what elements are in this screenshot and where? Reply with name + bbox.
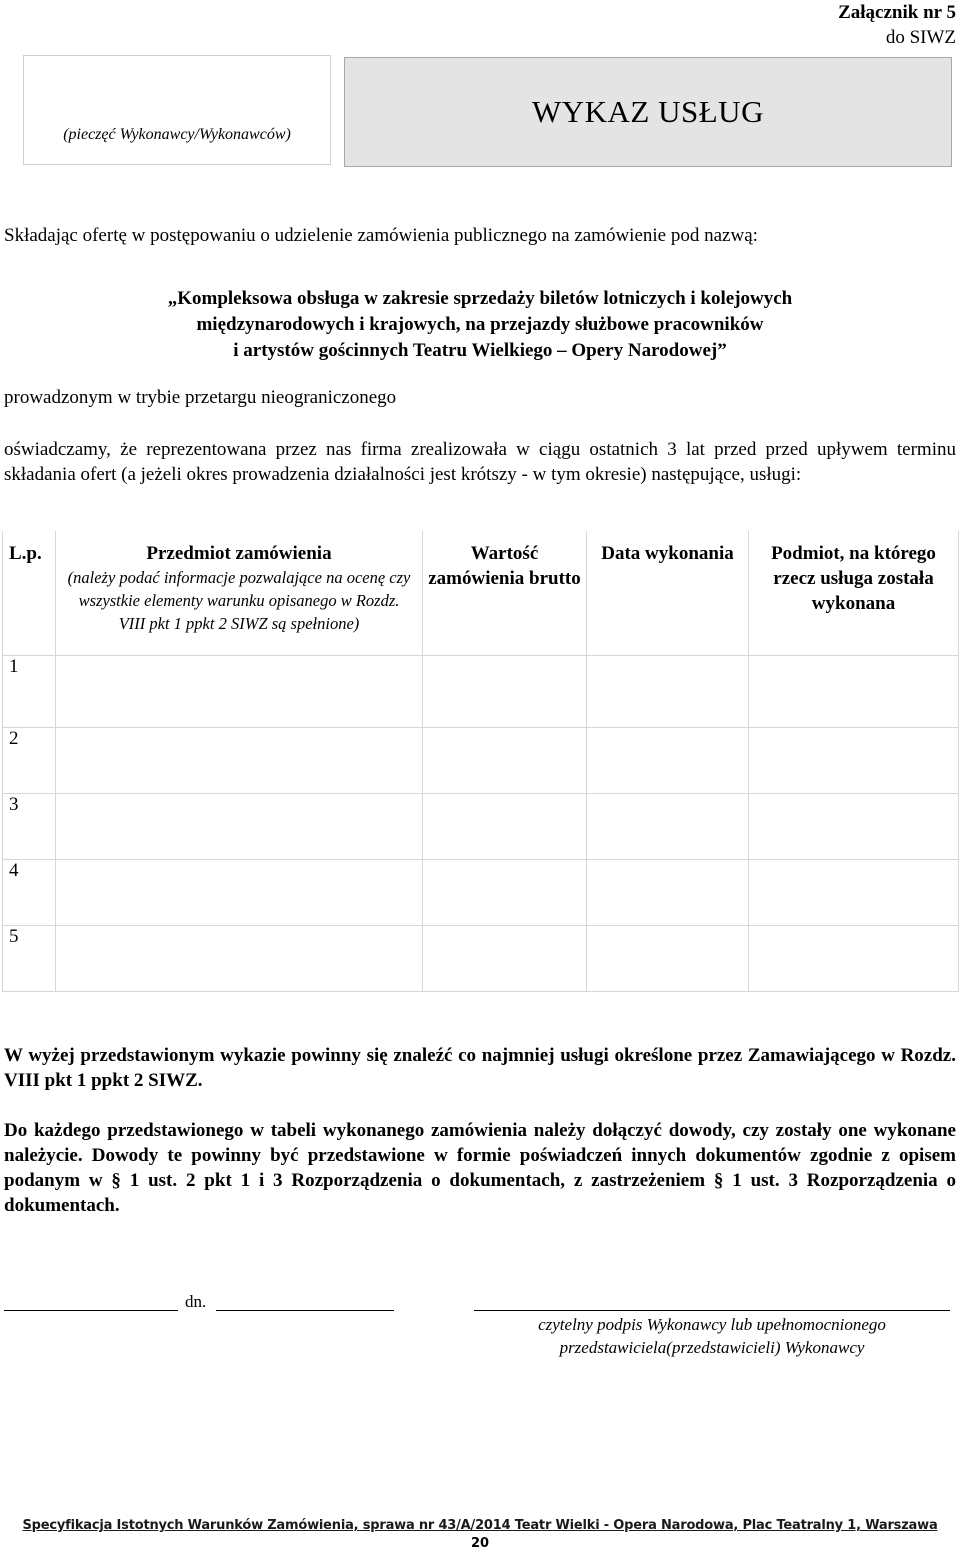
- cell-date[interactable]: [587, 925, 749, 991]
- date-label: dn.: [185, 1292, 207, 1311]
- procurement-subject: [0, 286, 960, 364]
- cell-client[interactable]: [749, 859, 959, 925]
- header-subject-hint: (należy podać informacje pozwalające na ocenę czy wszystkie elementy warunku opisanego w Rozdz. VIII pkt 1 ppkt 2 SIWZ są spełnione): [67, 568, 411, 633]
- cell-date[interactable]: [587, 655, 749, 727]
- services-table: [2, 531, 959, 992]
- header-subject-label: Przedmiot zamówienia: [146, 543, 332, 564]
- document-title: WYKAZ USŁUG: [532, 94, 764, 129]
- signature-caption-line-2: przedstawiciela(przedstawicieli) Wykonawcy: [559, 1338, 865, 1357]
- row-number: 2: [3, 727, 56, 793]
- subject-line-1: „Kompleksowa obsługa w zakresie sprzedaży biletów lotniczych i kolejowych: [167, 288, 793, 309]
- cell-date[interactable]: [587, 793, 749, 859]
- row-number: 3: [3, 793, 56, 859]
- signature-caption: [474, 1313, 950, 1359]
- cell-subject[interactable]: [56, 859, 423, 925]
- requirement-note: W wyżej przedstawionym wykazie powinny się znaleźć co najmniej usługi określone przez Zamawiającego w Rozdz. VIII pkt 1 ppkt 2 SIWZ.: [4, 1045, 956, 1091]
- procedure-mode: prowadzonym w trybie przetargu nieograniczonego: [4, 387, 397, 408]
- signature-blank-line[interactable]: [474, 1310, 950, 1311]
- contractor-stamp-box: [23, 55, 331, 165]
- header-client: Podmiot, na którego rzecz usługa została wykonana: [749, 531, 959, 655]
- cell-subject[interactable]: [56, 655, 423, 727]
- row-number: 5: [3, 925, 56, 991]
- document-title-box: [344, 57, 952, 167]
- table-row: [3, 793, 959, 859]
- table-row: [3, 655, 959, 727]
- subject-line-2: międzynarodowych i krajowych, na przejazdy służbowe pracowników: [196, 314, 764, 335]
- row-number: 4: [3, 859, 56, 925]
- header-lp: L.p.: [3, 531, 56, 655]
- cell-value[interactable]: [423, 859, 587, 925]
- cell-client[interactable]: [749, 793, 959, 859]
- signature-caption-line-1: czytelny podpis Wykonawcy lub upełnomocnionego: [538, 1315, 886, 1334]
- table-row: [3, 925, 959, 991]
- evidence-note: Do każdego przedstawionego w tabeli wykonanego zamówienia należy dołączyć dowody, czy zostały one wykonane należycie. Dowody te powinny być przedstawione w formie poświadczeń innych dokumentów zgodnie z opisem podanym w § 1 ust. 2 pkt 1 i 3 Rozporządzenia o dokumentach, z zastrzeżeniem § 1 ust. 3 Rozporządzenia o dokumentach.: [4, 1120, 956, 1216]
- place-blank-line[interactable]: [4, 1310, 178, 1311]
- annex-number: Załącznik nr 5: [838, 2, 956, 23]
- table-row: [3, 859, 959, 925]
- cell-client[interactable]: [749, 727, 959, 793]
- cell-client[interactable]: [749, 925, 959, 991]
- cell-subject[interactable]: [56, 793, 423, 859]
- annex-reference: do SIWZ: [885, 27, 956, 48]
- declaration-text: oświadczamy, że reprezentowana przez nas firma zrealizowała w ciągu ostatnich 3 lat przed przed upływem terminu składania ofert (a jeżeli okres prowadzenia działalności jest krótszy - w tym okresie) następujące, usługi:: [4, 439, 956, 485]
- row-number: 1: [3, 655, 56, 727]
- cell-date[interactable]: [587, 859, 749, 925]
- cell-subject[interactable]: [56, 727, 423, 793]
- cell-value[interactable]: [423, 925, 587, 991]
- cell-value[interactable]: [423, 655, 587, 727]
- cell-value[interactable]: [423, 727, 587, 793]
- date-blank-line[interactable]: [216, 1310, 394, 1311]
- cell-date[interactable]: [587, 727, 749, 793]
- header-value: Wartość zamówienia brutto: [423, 531, 587, 655]
- header-subject: [56, 531, 423, 655]
- intro-text: Składając ofertę w postępowaniu o udzielenie zamówienia publicznego na zamówienie pod nazwą:: [4, 225, 758, 246]
- cell-subject[interactable]: [56, 925, 423, 991]
- subject-line-3: i artystów gościnnych Teatru Wielkiego – Opery Narodowej”: [233, 340, 727, 361]
- page-footer: Specyfikacja Istotnych Warunków Zamówienia, sprawa nr 43/A/2014 Teatr Wielki - Opera Narodowa, Plac Teatralny 1, Warszawa: [22, 1518, 938, 1533]
- page-number: 20: [470, 1536, 490, 1550]
- table-header-row: [3, 531, 959, 655]
- contractor-stamp-label: (pieczęć Wykonawcy/Wykonawców): [63, 126, 291, 143]
- cell-client[interactable]: [749, 655, 959, 727]
- table-row: [3, 727, 959, 793]
- header-date: Data wykonania: [587, 531, 749, 655]
- annex-label: [838, 0, 956, 50]
- cell-value[interactable]: [423, 793, 587, 859]
